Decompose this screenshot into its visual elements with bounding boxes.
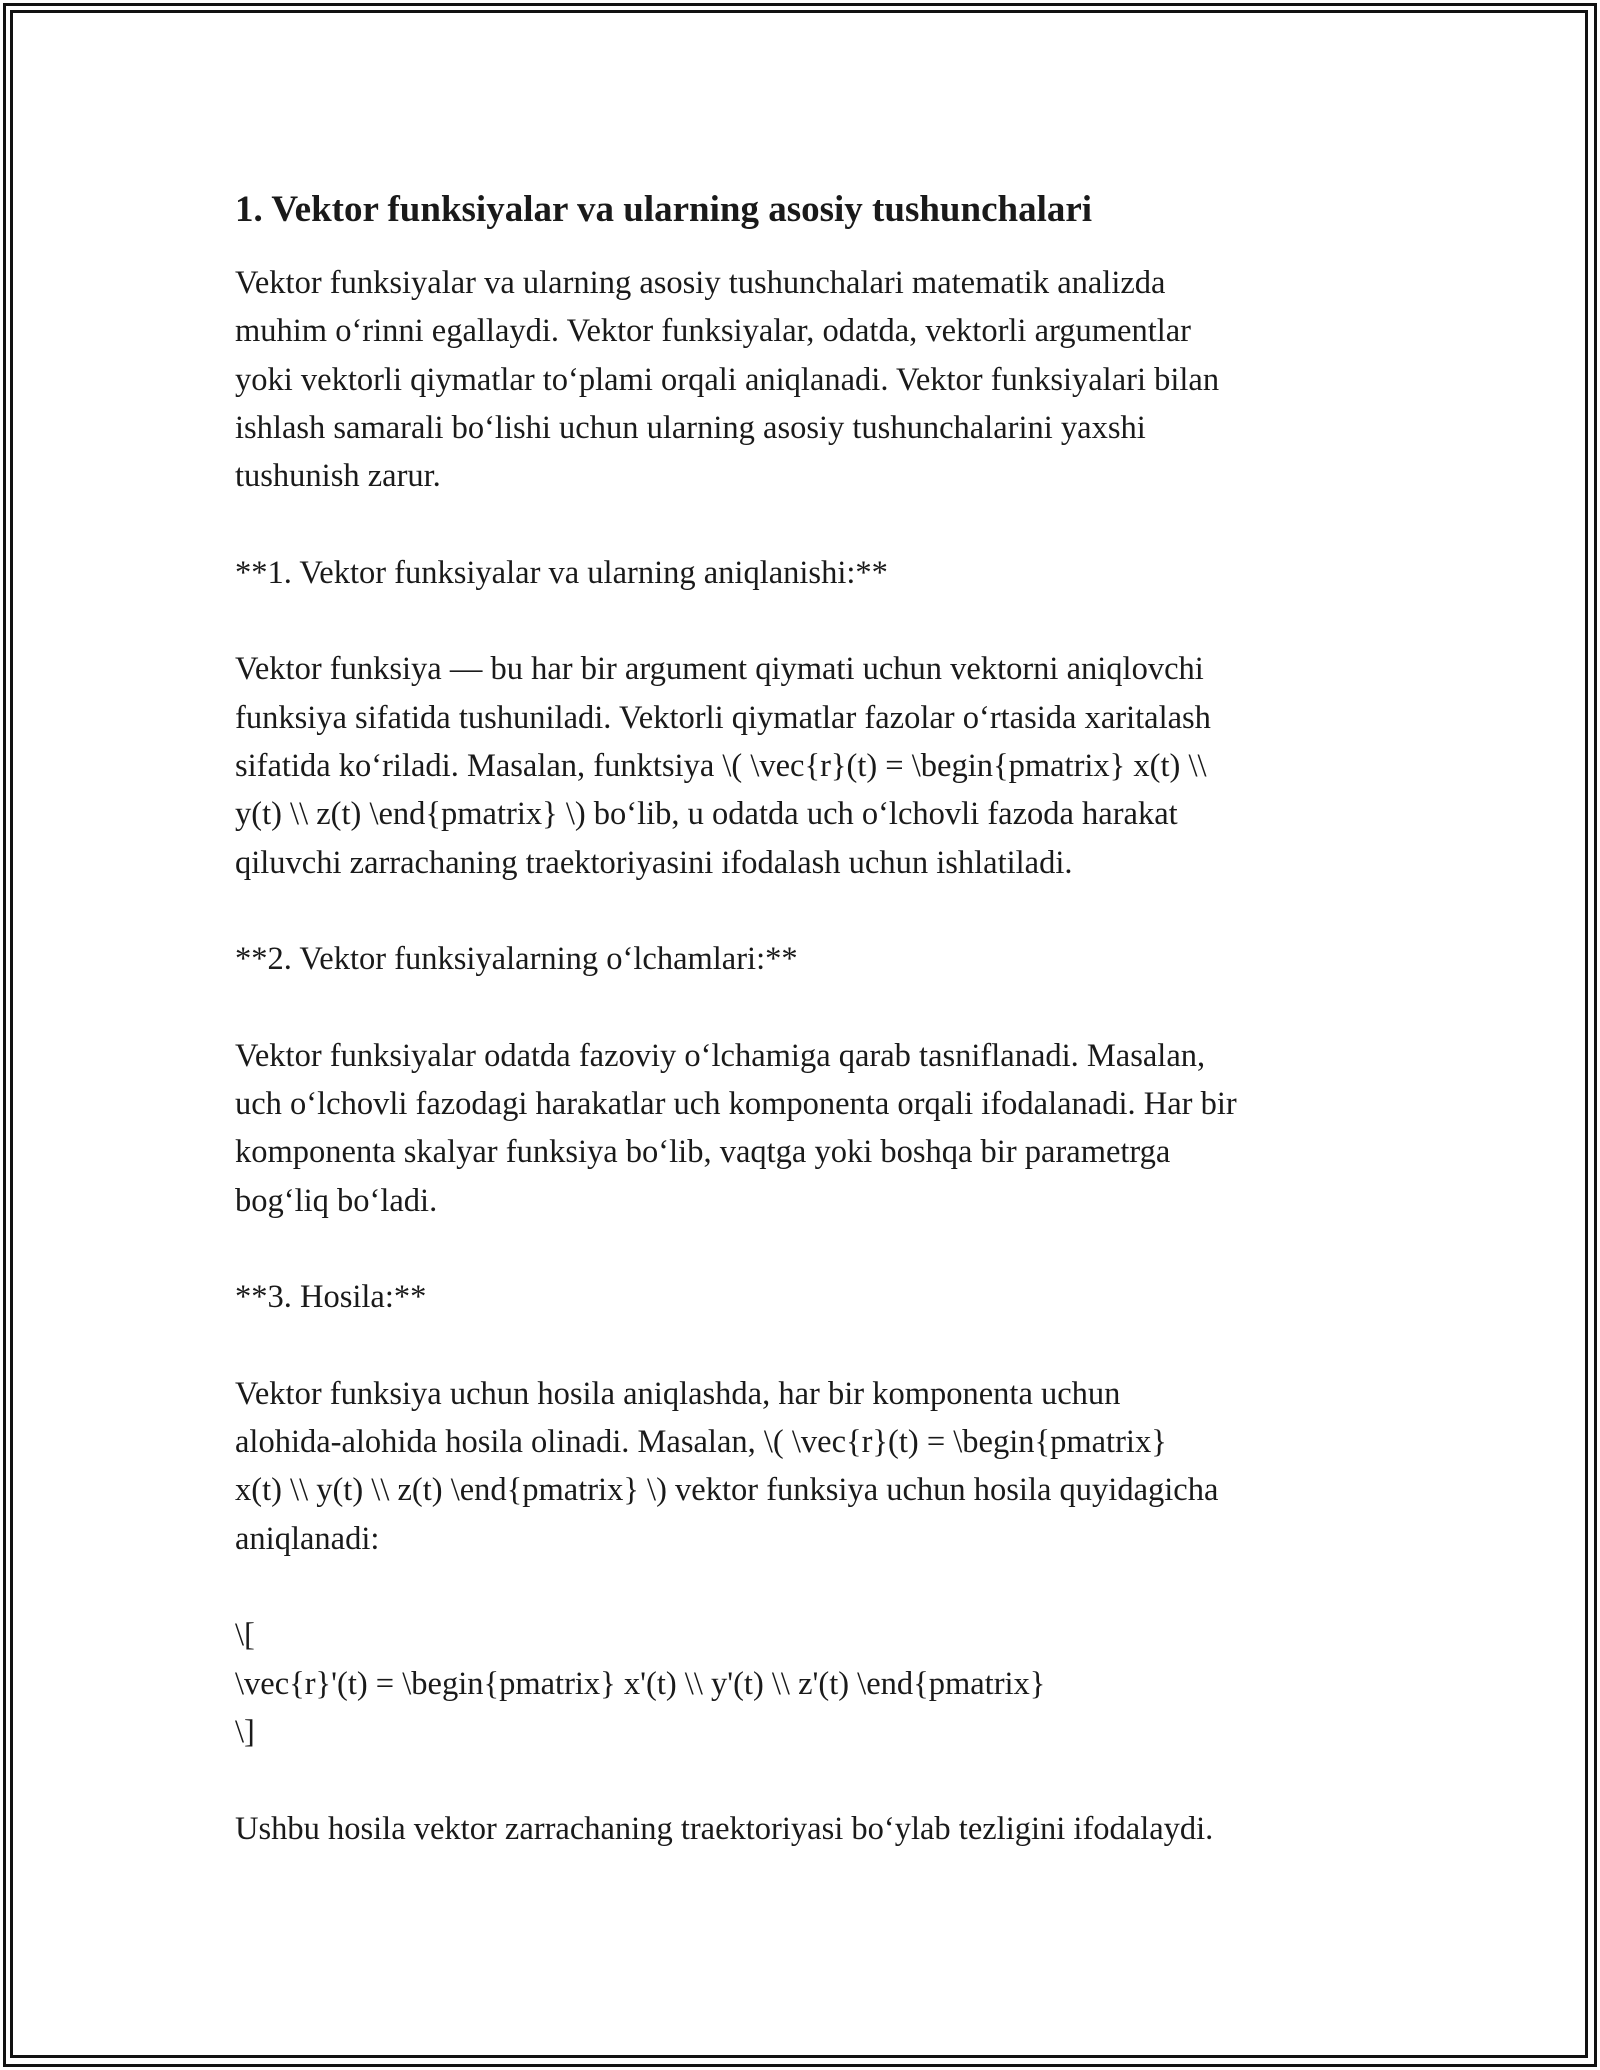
blank-line bbox=[235, 1225, 1375, 1273]
text-line: Ushbu hosila vektor zarrachaning traektoriyasi bo‘ylab tezligini ifodalaydi. bbox=[235, 1810, 1214, 1847]
paragraph bbox=[235, 1370, 1375, 1563]
text-line: **2. Vektor funksiyalarning o‘lchamlari:** bbox=[235, 941, 798, 978]
paragraph bbox=[235, 259, 1375, 500]
text-line: \] bbox=[235, 1713, 255, 1750]
text-line: qiluvchi zarrachaning traektoriyasini ifodalash uchun ishlatiladi. bbox=[235, 844, 1073, 881]
text-line: Vektor funksiya uchun hosila aniqlashda, har bir komponenta uchun bbox=[235, 1375, 1121, 1412]
text-line: aniqlanadi: bbox=[235, 1520, 380, 1557]
document-title: 1. Vektor funksiyalar va ularning asosiy tushunchalari bbox=[235, 189, 1093, 230]
text-line: Vektor funksiyalar va ularning asosiy tushunchalari matematik analizda bbox=[235, 265, 1166, 301]
blank-line bbox=[235, 887, 1375, 935]
text-line: muhim o‘rinni egallaydi. Vektor funksiyalar, odatda, vektorli argumentlar bbox=[235, 313, 1192, 350]
blank-line bbox=[235, 983, 1375, 1031]
text-line: sifatida ko‘riladi. Masalan, funktsiya \( \vec{r}(t) = \begin{pmatrix} x(t) \\ bbox=[235, 747, 1207, 784]
text-line: **3. Hosila:** bbox=[235, 1279, 427, 1316]
text-line: alohida-alohida hosila olinadi. Masalan, \( \vec{r}(t) = \begin{pmatrix} bbox=[235, 1424, 1167, 1461]
text-line: \vec{r}'(t) = \begin{pmatrix} x'(t) \\ y'(t) \\ z'(t) \end{pmatrix} bbox=[235, 1665, 1046, 1702]
paragraph bbox=[235, 645, 1375, 886]
text-line: ishlash samarali bo‘lishi uchun ularning asosiy tushunchalarini yaxshi bbox=[235, 409, 1146, 446]
text-line: bog‘liq bo‘ladi. bbox=[235, 1182, 438, 1219]
text-line: uch o‘lchovli fazodagi harakatlar uch komponenta orqali ifodalanadi. Har bir bbox=[235, 1086, 1237, 1123]
text-line: y(t) \\ z(t) \end{pmatrix} \) bo‘lib, u odatda uch o‘lchovli fazoda harakat bbox=[235, 796, 1178, 833]
text-line: yoki vektorli qiymatlar to‘plami orqali aniqlanadi. Vektor funksiyalari bilan bbox=[235, 361, 1220, 398]
section-heading bbox=[235, 935, 1375, 983]
paragraph bbox=[235, 1805, 1375, 1853]
section-heading bbox=[235, 1273, 1375, 1321]
text-line: komponenta skalyar funksiya bo‘lib, vaqtga yoki boshqa bir parametrga bbox=[235, 1134, 1171, 1171]
blank-line bbox=[235, 1322, 1375, 1370]
blank-line bbox=[235, 500, 1375, 548]
paragraph bbox=[235, 1032, 1375, 1225]
document-blocks bbox=[235, 259, 1375, 1853]
text-line: x(t) \\ y(t) \\ z(t) \end{pmatrix} \) vektor funksiya uchun hosila quyidagicha bbox=[235, 1472, 1219, 1509]
blank-line bbox=[235, 1756, 1375, 1804]
text-line: Vektor funksiya — bu har bir argument qiymati uchun vektorni aniqlovchi bbox=[235, 651, 1204, 688]
text-line: \[ bbox=[235, 1617, 255, 1654]
text-line: **1. Vektor funksiyalar va ularning aniqlanishi:** bbox=[235, 554, 888, 591]
text-line: Vektor funksiyalar odatda fazoviy o‘lchamiga qarab tasniflanadi. Masalan, bbox=[235, 1037, 1206, 1074]
section-heading bbox=[235, 549, 1375, 597]
text-line: funksiya sifatida tushuniladi. Vektorli qiymatlar fazolar o‘rtasida xaritalash bbox=[235, 699, 1211, 736]
document-body bbox=[235, 186, 1375, 1853]
blank-line bbox=[235, 1563, 1375, 1611]
formula-block bbox=[235, 1611, 1375, 1756]
text-line: tushunish zarur. bbox=[235, 458, 441, 495]
blank-line bbox=[235, 597, 1375, 645]
